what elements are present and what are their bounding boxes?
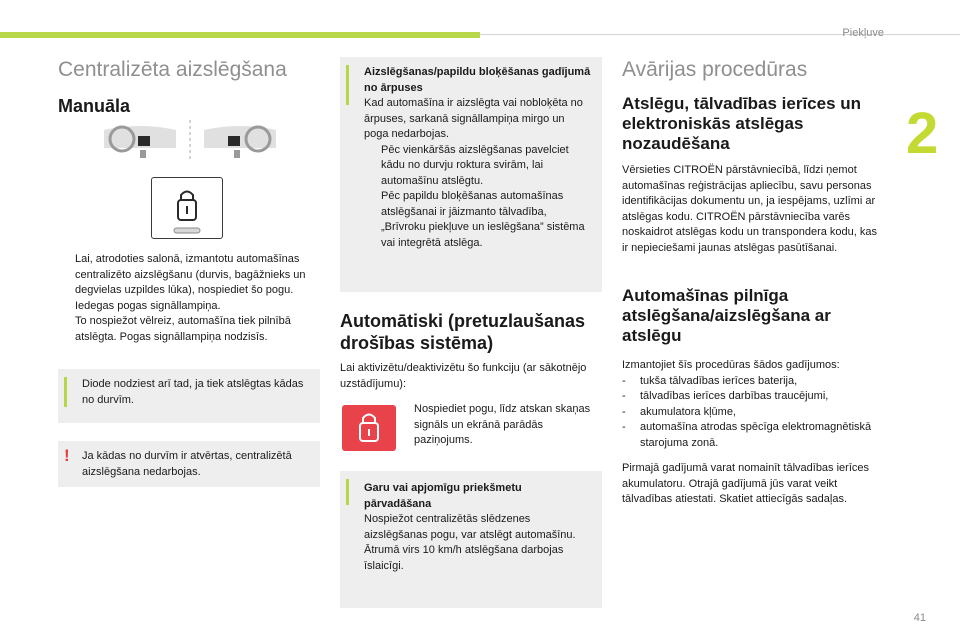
steering-wheel-right-icon [204, 126, 276, 158]
list-item: Nospiediet pogu, līdz atskan skaņas signāls un ekrānā parādās paziņojums. [414, 403, 591, 446]
list-item: - automašīna atrodas spēcīga elektromagnētiskā starojuma zonā. [622, 421, 872, 449]
list-item: - akumulatora kļūme, [622, 405, 736, 418]
note-text: Nospiežot centralizētās slēdzenes aizslēgšanas pogu, var atslēgt automašīnu. Ātrumā virs 10 km/h atslēgšana darbojas īslaicīgi. [364, 513, 576, 572]
header-accent-bar [0, 32, 480, 38]
column-3 [622, 57, 884, 508]
info-bar-icon [64, 377, 67, 407]
full-lock-text: Pirmajā gadījumā varat nomainīt tālvadības ierīces akumulatoru. Otrajā gadījumā jūs varat veikt tālvadības atiestati. Skatiet attiecīgās sadaļas. [622, 462, 870, 506]
info-note: Diode nodziest arī tad, ja tiek atslēgtas kādas no durvīm. [58, 369, 320, 423]
info-bar-icon [346, 65, 349, 105]
section-name: Piekļuve [842, 27, 884, 39]
list-item: Pēc papildu bloķēšanas automašīnas atslēgšanai ir jāizmanto tālvadība, „Brīvroku piekļuve un ieslēgšana” sistēma vai integrētā atslēga. [381, 190, 585, 249]
page-number: 41 [913, 612, 926, 624]
steering-wheel-left-icon [104, 126, 176, 158]
automatic-intro: Lai aktivizētu/deaktivizētu šo funkciju (ar sākotnējo uzstādījumu): [340, 362, 587, 390]
info-bar-icon [346, 479, 349, 505]
column-1 [58, 57, 320, 118]
note-title: Garu vai apjomīgu priekšmetu pārvadāšana [364, 482, 522, 510]
list-item: Lai, atrodoties salonā, izmantotu automašīnas centralizēto aizslēgšanu (durvis, bagāžnieks un degvielas uzpildes lūka), nospiediet šo pogu. Iedegas pogas signāllampiņa. [75, 253, 306, 312]
manual-instructions [58, 252, 320, 345]
section-title-emergency: Avārijas procedūras [622, 58, 808, 81]
list-item: - tukša tālvadības ierīces baterija, [622, 374, 798, 387]
central-lock-button-illustration [151, 177, 223, 239]
heading-key-loss: Atslēgu, tālvadības ierīces un elektroniskās atslēgas nozaudēšana [622, 94, 862, 154]
full-lock-intro: Izmantojiet šīs procedūras šādos gadījumos: [622, 359, 840, 372]
warning-icon: ! [64, 446, 70, 465]
external-lock-note [340, 57, 602, 292]
warning-note: ! Ja kādas no durvīm ir atvērtas, centralizētā aizslēgšana nedarbojas. [58, 441, 320, 487]
long-objects-note [340, 471, 602, 608]
section-title-central-locking: Centralizēta aizslēgšana [58, 58, 287, 81]
lock-icon [342, 405, 396, 451]
heading-automatic: Automātiski (pretuzlaušanas drošības sistēma) [340, 311, 586, 353]
list-item: To nospiežot vēlreiz, automašīna tiek pilnībā atslēgta. Pogas signāllampiņa nodzisīs. [75, 315, 291, 343]
header-rule [480, 34, 960, 35]
anti-theft-button-illustration [342, 405, 396, 451]
chapter-number: 2 [906, 101, 939, 166]
note-text: Kad automašīna ir aizslēgta vai nobloķēta no ārpuses, sarkanā signāllampiņa mirgo un poga nedarbojas. [364, 97, 583, 140]
list-item: Pēc vienkāršās aizslēgšanas pavelciet kādu no durvju roktura svirām, lai automašīnu atslēgtu. [381, 143, 569, 187]
lock-icon [152, 178, 224, 240]
dashboard-illustration [100, 118, 280, 164]
list-item: - tālvadības ierīces darbības traucējumi, [622, 390, 829, 403]
note-title: Aizslēgšanas/papildu bloķēšanas gadījumā no ārpuses [364, 66, 591, 94]
heading-full-lock: Automašīnas pilnīga atslēgšana/aizslēgšana ar atslēgu [622, 286, 831, 346]
key-loss-text: Vērsieties CITROËN pārstāvniecībā, līdzi ņemot automašīnas reģistrācijas apliecību, savu personas identifikācijas dokumentu un, ja iespējams, uzlīmi ar atslēgas kodu. CITROËN pārstāvniecība varēs noskaidrot atslēgas kodu un transpondera kodu, kas ir nepieciešami jaunas atslēgas pasūtīšanai. [622, 164, 877, 254]
heading-manual: Manuāla [58, 96, 131, 117]
cases-list [622, 374, 884, 452]
